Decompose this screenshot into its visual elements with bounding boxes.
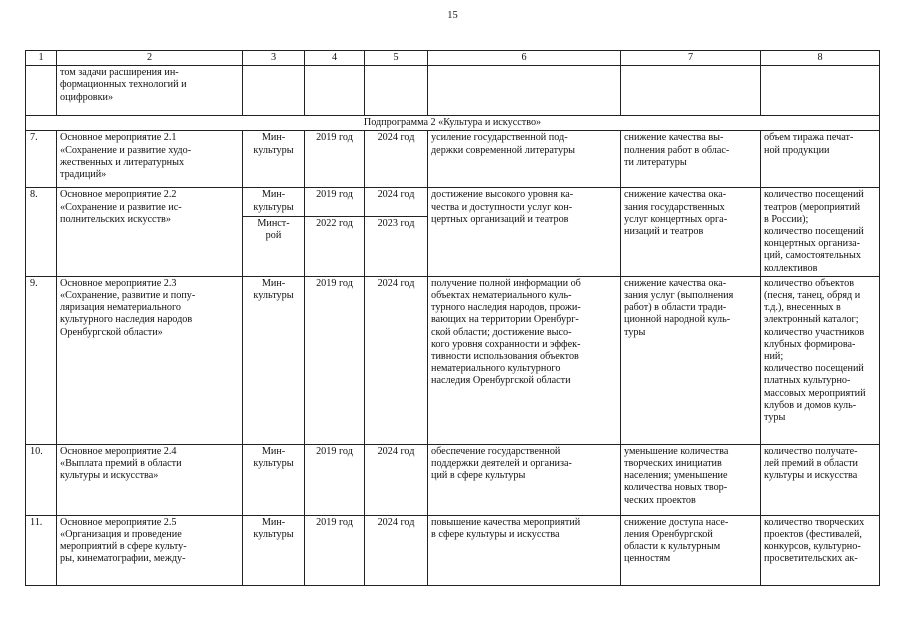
- table-row: [26, 515, 880, 585]
- cell-empty: [305, 66, 365, 116]
- end-cell: 2024 год: [365, 444, 428, 515]
- header-cell: 5: [365, 51, 428, 66]
- measures-table: [25, 50, 880, 586]
- end-cell: 2024 год: [365, 131, 428, 188]
- start-cell: 2019 год: [305, 515, 365, 585]
- start-cell: 2019 год: [305, 276, 365, 444]
- start-cell: 2019 год: [305, 131, 365, 188]
- row-number: 8.: [26, 188, 57, 276]
- end-cell: 2024 год: [365, 188, 428, 216]
- executor-cell: Мин- культуры: [243, 515, 305, 585]
- cell-empty: [243, 66, 305, 116]
- header-cell: 2: [57, 51, 243, 66]
- header-cell: 1: [26, 51, 57, 66]
- start-cell: 2019 год: [305, 444, 365, 515]
- event-cell: Основное мероприятие 2.3 «Сохранение, развитие и попу- ляризация нематериального культурного наследия народов Оренбургской области»: [57, 276, 243, 444]
- executor-cell: Мин- культуры: [243, 131, 305, 188]
- consequence-cell: снижение качества вы- полнения работ в облас- ти литературы: [621, 131, 761, 188]
- row-number: 9.: [26, 276, 57, 444]
- cell-empty: [621, 66, 761, 116]
- header-cell: 6: [428, 51, 621, 66]
- header-cell: 8: [761, 51, 880, 66]
- consequence-cell: снижение качества ока- зания услуг (выполнения работ) в области тради- ционной народной куль- туры: [621, 276, 761, 444]
- consequence-cell: снижение качества ока- зания государственных услуг концертных орга- низаций и театров: [621, 188, 761, 276]
- page-number: 15: [447, 10, 458, 21]
- row-number: 11.: [26, 515, 57, 585]
- event-cell: Основное мероприятие 2.4 «Выплата премий в области культуры и искусства»: [57, 444, 243, 515]
- executor-cell: Мин- культуры: [243, 188, 305, 216]
- cell-empty: [428, 66, 621, 116]
- continuation-text: том задачи расширения ин- формационных технологий и оцифровки»: [57, 66, 243, 116]
- end-cell: 2023 год: [365, 216, 428, 276]
- table-row: [26, 188, 880, 216]
- row-number: 7.: [26, 131, 57, 188]
- table-row: [26, 276, 880, 444]
- cell-empty: [761, 66, 880, 116]
- subprogram-title: Подпрограмма 2 «Культура и искусство»: [26, 116, 880, 131]
- cell-empty: [26, 66, 57, 116]
- indicator-cell: объем тиража печат- ной продукции: [761, 131, 880, 188]
- result-cell: обеспечение государственной поддержки деятелей и организа- ций в сфере культуры: [428, 444, 621, 515]
- result-cell: усиление государственной под- держки современной литературы: [428, 131, 621, 188]
- row-number: 10.: [26, 444, 57, 515]
- start-cell: 2019 год: [305, 188, 365, 216]
- event-cell: Основное мероприятие 2.1 «Сохранение и развитие худо- жественных и литературных традиций»: [57, 131, 243, 188]
- executor-cell: Мин- культуры: [243, 444, 305, 515]
- event-cell: Основное мероприятие 2.2 «Сохранение и развитие ис- полнительских искусств»: [57, 188, 243, 276]
- result-cell: получение полной информации об объектах нематериального куль- турного наследия народов, прожи- вающих на территории Оренбург- ской области; достижение высо- кого уровня сохранности и эффек- тивности использования объектов нематериального культурного наследия Оренбургской области: [428, 276, 621, 444]
- end-cell: 2024 год: [365, 515, 428, 585]
- indicator-cell: количество творческих проектов (фестивалей, конкурсов, культурно- просветительских ак-: [761, 515, 880, 585]
- result-cell: повышение качества мероприятий в сфере культуры и искусства: [428, 515, 621, 585]
- table-row: [26, 131, 880, 188]
- executor-cell: Минст- рой: [243, 216, 305, 276]
- indicator-cell: количество объектов (песня, танец, обряд и т.д.), внесенных в электронный каталог; количество участников клубных формирова- ний; количество посещений платных культурно- массовых мероприятий клубов и домов куль- туры: [761, 276, 880, 444]
- header-cell: 7: [621, 51, 761, 66]
- subprogram-row: [26, 116, 880, 131]
- result-cell: достижение высокого уровня ка- чества и доступности услуг кон- цертных организаций и театров: [428, 188, 621, 276]
- event-cell: Основное мероприятие 2.5 «Организация и проведение мероприятий в сфере культу- ры, кинематографии, между-: [57, 515, 243, 585]
- indicator-cell: количество получате- лей премий в области культуры и искусства: [761, 444, 880, 515]
- consequence-cell: уменьшение количества творческих инициатив населения; уменьшение количества новых твор- ческих проектов: [621, 444, 761, 515]
- header-cell: 4: [305, 51, 365, 66]
- continuation-row: [26, 66, 880, 116]
- indicator-cell: количество посещений театров (мероприятий в России); количество посещений концертных организа- ций, самостоятельных коллективов: [761, 188, 880, 276]
- header-cell: 3: [243, 51, 305, 66]
- header-row: [26, 51, 880, 66]
- cell-empty: [365, 66, 428, 116]
- consequence-cell: снижение доступа насе- ления Оренбургской области к культурным ценностям: [621, 515, 761, 585]
- end-cell: 2024 год: [365, 276, 428, 444]
- executor-cell: Мин- культуры: [243, 276, 305, 444]
- table-row: [26, 444, 880, 515]
- start-cell: 2022 год: [305, 216, 365, 276]
